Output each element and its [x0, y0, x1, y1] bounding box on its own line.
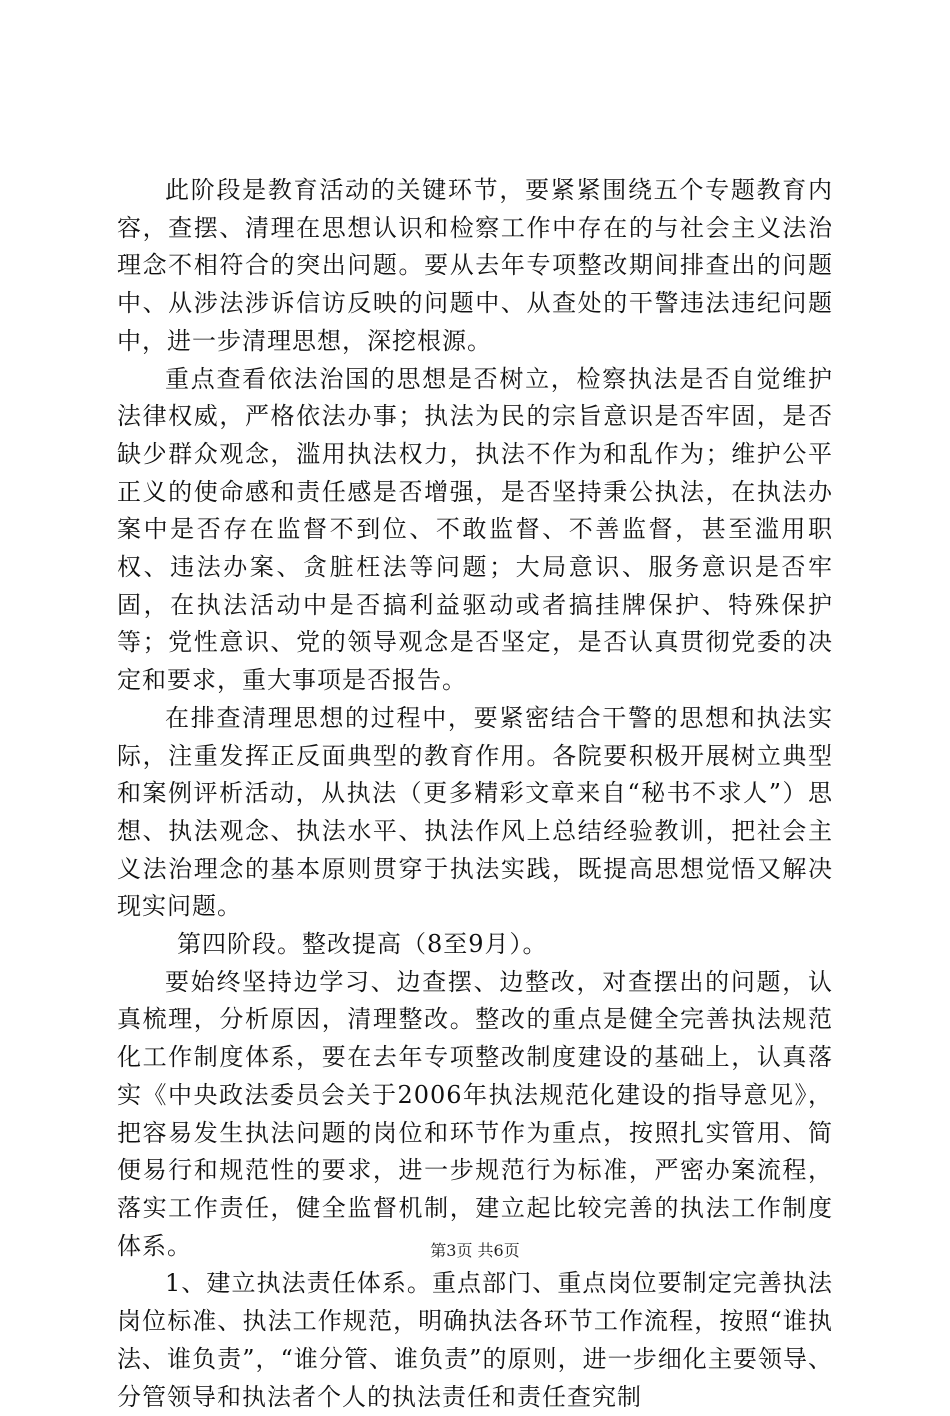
paragraph-responsibility-system: 1、建立执法责任体系。重点部门、重点岗位要制定完善执法岗位标准、执法工作规范，明确执法各环节工作流程，按照“谁执法、谁负责”，“谁分管、谁负责”的原则，进一步细化主要领导、分管领导和执法者个人的执法责任和责任查究制: [117, 1269, 833, 1411]
paragraph-stage-key-link: 此阶段是教育活动的关键环节，要紧紧围绕五个专题教育内容，查摆、清理在思想认识和检察工作中存在的与社会主义法治理念不相符合的突出问题。要从去年专项整改期间排查出的问题中、从涉法涉诉信访反映的问题中、从查处的干警违法违纪问题中，进一步清理思想，深挖根源。: [117, 176, 833, 355]
page-number-footer: 第3页 共6页: [430, 1241, 520, 1260]
paragraph-rectification: 要始终坚持边学习、边查摆、边整改，对查摆出的问题，认真梳理，分析原因，清理整改。整改的重点是健全完善执法规范化工作制度体系，要在去年专项整改制度建设的基础上，认真落实《中央政法委员会关于2006年执法规范化建设的指导意见》，把容易发生执法问题的岗位和环节作为重点，按照扎实管用、简便易行和规范性的要求，进一步规范行为标准，严密办案流程，落实工作责任，健全监督机制，建立起比较完善的执法工作制度体系。: [117, 967, 833, 1260]
document-body: [117, 172, 833, 1416]
paragraph-review-focus: 重点查看依法治国的思想是否树立，检察执法是否自觉维护法律权威，严格依法办事；执法为民的宗旨意识是否牢固，是否缺少群众观念，滥用执法权力，执法不作为和乱作为；维护公平正义的使命感和责任感是否增强，是否坚持秉公执法，在执法办案中是否存在监督不到位、不敢监督、不善监督，甚至滥用职权、违法办案、贪脏枉法等问题；大局意识、服务意识是否牢固，在执法活动中是否搞利益驱动或者搞挂牌保护、特殊保护等；党性意识、党的领导观念是否坚定，是否认真贯彻党委的决定和要求，重大事项是否报告。: [117, 364, 833, 695]
section-heading-stage-four: 第四阶段。整改提高（8至9月）。: [177, 930, 548, 959]
paragraph-thought-cleanup: 在排查清理思想的过程中，要紧密结合干警的思想和执法实际，注重发挥正反面典型的教育作用。各院要积极开展树立典型和案例评析活动，从执法（更多精彩文章来自“秘书不求人”）思想、执法观念、执法水平、执法作风上总结经验教训，把社会主义法治理念的基本原则贯穿于执法实践，既提高思想觉悟又解决现实问题。: [117, 703, 833, 921]
